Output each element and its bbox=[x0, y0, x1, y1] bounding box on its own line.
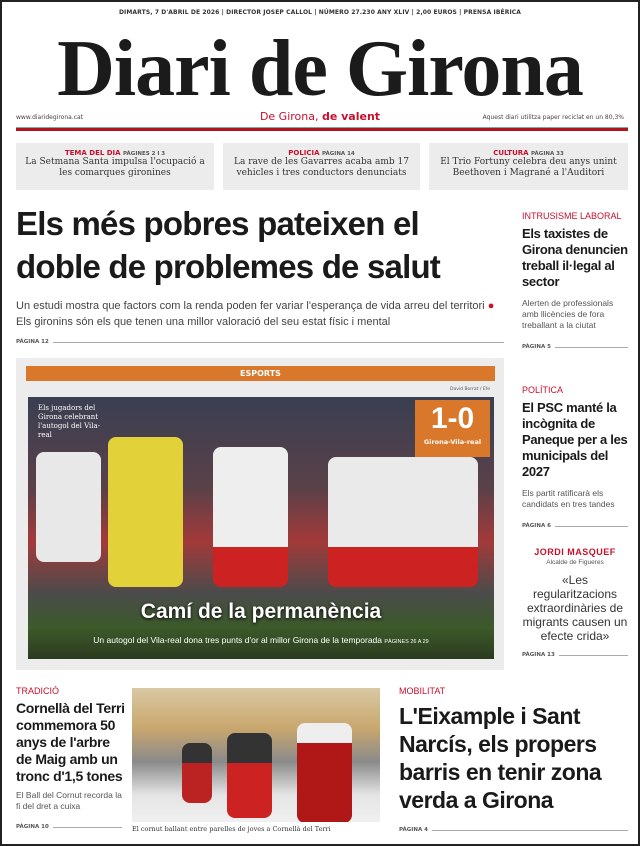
summary: El Ball del Cornut recorda la fi del dret a cuixa bbox=[16, 790, 122, 811]
page-ref: PÀGINA 13 bbox=[522, 652, 628, 658]
story-psc[interactable] bbox=[522, 385, 628, 529]
kicker: POLÍTICA bbox=[522, 385, 564, 395]
teaser-tema-del-dia[interactable] bbox=[16, 143, 214, 190]
teaser-kicker: POLICIA PÀGINA 14 bbox=[288, 149, 355, 157]
main-subtext: Un estudi mostra que factors com la renda poden fer variar l'esperança de vida arreu del territori ● Els gironins són els que tenen una millor valoració del seu estat físic i mental bbox=[16, 300, 495, 328]
kicker: MOBILITAT bbox=[399, 686, 446, 696]
teaser-kicker: TEMA DEL DIA PÀGINES 2 I 3 bbox=[64, 149, 166, 157]
tradicio-photo[interactable] bbox=[132, 688, 380, 822]
tradicio-page-ref: PÀGINA 10 bbox=[16, 824, 122, 830]
score: 1-0 bbox=[430, 402, 475, 435]
story-mobilitat[interactable] bbox=[399, 686, 628, 833]
headline: Els taxistes de Girona denuncien treball il·legal al sector bbox=[522, 226, 628, 289]
website-url[interactable]: www.diaridegirona.cat bbox=[16, 114, 84, 121]
bullet-icon: ● bbox=[487, 300, 495, 312]
tagline-b: de valent bbox=[321, 110, 381, 123]
summary: Els partit ratificarà els candidats en tres tandes bbox=[522, 488, 615, 509]
quote: «Les regularitzacions extraordinàries de migrants causen un efecte crida» bbox=[522, 573, 628, 643]
teaser-policia[interactable] bbox=[223, 143, 420, 190]
main-headline[interactable]: Els més pobres pateixen el doble de problemes de salut bbox=[16, 205, 440, 285]
tagline-a: De Girona, bbox=[259, 110, 322, 123]
summary: Alerten de professionals amb llicències de fora treballant a la ciutat bbox=[522, 298, 614, 330]
recycle-note: Aquest diari utilitza paper reciclat en un 80,3% bbox=[482, 114, 624, 121]
interviewee-role: Alcalde de Figueres bbox=[546, 559, 604, 566]
header-rule bbox=[16, 127, 628, 131]
teaser-text: El Trio Fortuny celebra deu anys unint Beethoven i Magrané a l'Auditori bbox=[440, 157, 617, 178]
page-ref: PÀGINA 6 bbox=[522, 523, 628, 529]
match-teams: Girona-Vila-real bbox=[423, 438, 482, 446]
teaser-kicker: CULTURA PÀGINA 33 bbox=[493, 149, 564, 157]
dateline: DIMARTS, 7 D'ABRIL DE 2026 | DIRECTOR JOSEP CALLOL | NÚMERO 27.230 ANY XLIV | 2,00 EUROS | PRENSA IBÉRICA bbox=[118, 9, 522, 16]
score-box bbox=[415, 400, 490, 457]
sports-subtitle: Un autogol del Vila-real dona tres punts d'or al millor Girona de la temporada PÀGINES 26 A 29 bbox=[93, 635, 429, 645]
kicker: TRADICIÓ bbox=[16, 686, 60, 696]
kicker: INTRUSISME LABORAL bbox=[522, 211, 622, 221]
headline: Cornellà del Terri commemora 50 anys de l'arbre de Maig amb un tronc d'1,5 tones bbox=[16, 700, 125, 784]
sports-headline[interactable]: Camí de la permanència bbox=[140, 600, 382, 623]
teaser-text: La Setmana Santa impulsa l'ocupació a les comarques gironines bbox=[25, 157, 205, 178]
tradicio-caption: El cornut ballant entre parelles de joves a Cornellà del Terri bbox=[132, 825, 331, 833]
photo-caption-overlay: Els jugadors del Girona celebrant l'autogol del Vila-real bbox=[38, 404, 101, 439]
main-page-ref: PÀGINA 12 bbox=[16, 339, 504, 345]
headline: El PSC manté la incògnita de Paneque per a les municipals del 2027 bbox=[522, 400, 628, 479]
photo-credit: David Borrat / Efe bbox=[450, 387, 490, 392]
page-ref: PÀGINA 4 bbox=[399, 827, 628, 833]
headline: L'Eixample i Sant Narcís, els propers barris en tenir zona verda a Girona bbox=[399, 703, 602, 813]
page-ref: PÀGINA 5 bbox=[522, 344, 628, 350]
sports-section-bar: ESPORTS bbox=[26, 366, 495, 381]
story-tradicio[interactable] bbox=[16, 686, 126, 812]
teaser-cultura[interactable] bbox=[429, 143, 628, 190]
story-masquef[interactable] bbox=[522, 547, 628, 658]
interviewee-name: JORDI MASQUEF bbox=[534, 547, 616, 557]
masthead-logo[interactable]: Diari de Girona bbox=[57, 25, 583, 113]
story-taxistes[interactable] bbox=[522, 211, 628, 350]
teaser-text: La rave de les Gavarres acaba amb 17 vehicles i tres conductors denunciats bbox=[234, 157, 409, 178]
